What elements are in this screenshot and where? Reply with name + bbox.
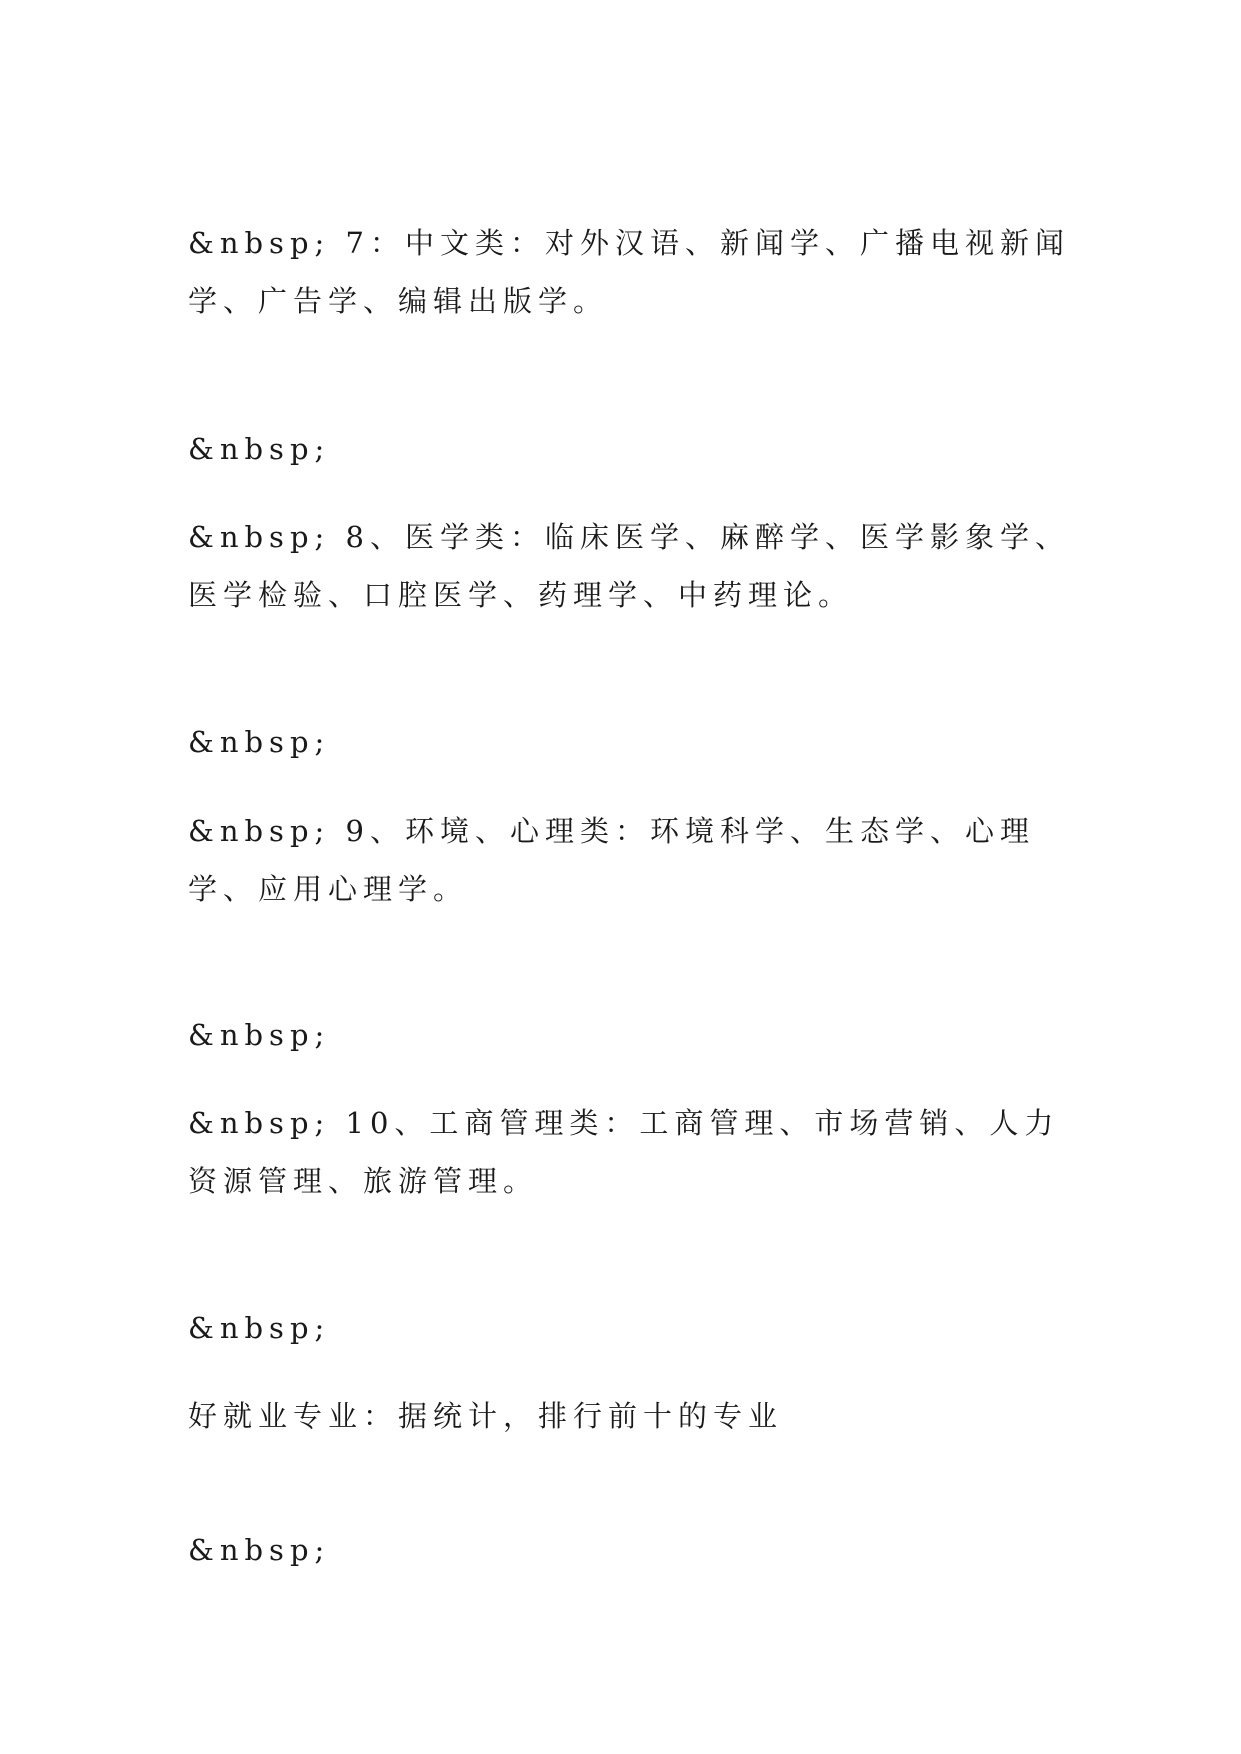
paragraph-environment-psychology-majors: &nbsp; 9、环境、心理类：环境科学、生态学、心理学、应用心理学。: [188, 814, 1035, 906]
paragraph-medical-majors: &nbsp; 8、医学类：临床医学、麻醉学、医学影象学、医学检验、口腔医学、药理学、中药理论。: [188, 520, 1070, 612]
paragraph-blank: &nbsp;: [188, 725, 331, 759]
paragraph-business-management-majors: &nbsp; 10、工商管理类：工商管理、市场营销、人力资源管理、旅游管理。: [188, 1106, 1060, 1198]
paragraph-blank: &nbsp;: [188, 1018, 331, 1052]
paragraph-blank: &nbsp;: [188, 1311, 331, 1345]
paragraph-employment-heading: 好就业专业：据统计，排行前十的专业: [188, 1399, 784, 1433]
paragraph-chinese-majors: &nbsp; 7：中文类：对外汉语、新闻学、广播电视新闻学、广告学、编辑出版学。: [188, 226, 1070, 318]
paragraph-blank: &nbsp;: [188, 432, 331, 466]
paragraph-blank: &nbsp;: [188, 1533, 331, 1567]
